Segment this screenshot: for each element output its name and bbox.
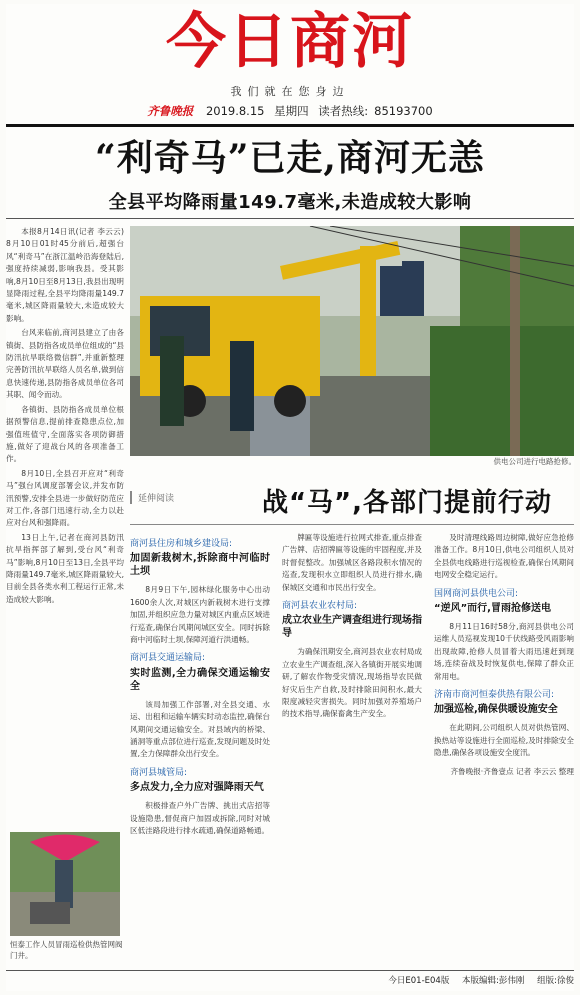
hotline-label: 读者热线: [318,104,369,118]
inspection-photo [10,832,120,936]
department-name: 商河县交通运输局: [130,653,206,664]
department-headline: “逆风”而行,冒雨抢修送电 [434,603,551,615]
masthead-brand: 齐鲁晚报 [147,104,194,118]
issue-weekday: 星期四 [274,104,309,118]
lead-paragraph: 各镇街、县防指各成员单位根据预警信息,提前排查隐患点位,加强值班值守,全面落实各项防御措施,做好了迎战台风的各项准备工作。 [6,404,124,464]
department-headline: 加固新栽树木,拆除商中河临时土坝 [130,553,270,578]
footer-editor: 本版编辑:彭伟刚 [462,976,525,986]
department-headline: 加强巡检,确保供暖设施安全 [434,704,558,716]
department-text: 牌匾等设施进行拉网式排查,重点排查广告牌、店招牌匾等设施的牢固程度,并及时督促整改。加强城区各路段积水情况的巡查,发现积水立即组织人员进行排水,确保城区交通和市民出行安全。 [282,533,422,592]
department-text: 8月11日16时58分,商河县供电公司运维人员巡视发现10千伏线路受风雨影响出现故障,抢修人员冒着大雨迅速赶到现场,连续奋战及时恢复供电,保障了群众正常用电。 [434,622,574,681]
reporter-signature: 齐鲁晚报·齐鲁壹点 记者 李云云 整理 [450,766,574,776]
lead-article [6,226,124,826]
subheadline: 全县平均降雨量149.7毫米,未造成较大影响 [108,192,472,213]
masthead-info [6,103,574,119]
department-text: 8月9日下午,园林绿化服务中心出动1600余人次,对城区内新栽树木进行支撑加固,并组织应急力量对城区内重点区域进行巡查,确保台风期间城区安全。同时拆除商中河临时土坝,保障河道行洪通畅。 [130,585,270,645]
section-kicker: 延伸阅读 [130,491,174,504]
lead-paragraph: 8月10日,全县召开应对“利奇马”强台风调度部署会议,并发布防汛预警,安排全县进一步做好防范应对工作,各部门迅速行动,全力以赴应对台风和强降雨。 [6,468,124,528]
department-text: 及时清理线路周边树障,做好应急抢修准备工作。8月10日,供电公司组织人员对全县供电线路进行巡视检查,确保台风期间电网安全稳定运行。 [434,533,574,580]
footer-divider [6,970,574,971]
department-name: 商河县农业农村局: [282,601,358,612]
section-title: 战“马”,各部门提前行动 [261,488,553,518]
lead-paragraph: 台风来临前,商河县建立了由各镇街、县防指各成员单位组成的“县防汛抗旱联络微信群”,并重新整理完善防汛抗旱联络人员名单,做到信息快速传递,县防指各成员单位各司其职、闻令而动。 [6,328,124,400]
footer-designer: 组版:徐俊 [537,976,574,986]
department-headline: 实时监测,全力确保交通运输安全 [130,667,270,692]
department-name: 商河县城管局: [130,767,188,778]
department-text: 积极排查户外广告牌、挑出式店招等设施隐患,督促商户加固或拆除,同时对城区低洼路段进行排水疏通,确保道路畅通。 [130,801,270,836]
page-footer [6,974,574,986]
lead-paragraph: 本报8月14日讯(记者 李云云) 8月10日01时45分前后,超强台风“利奇马”在浙江温岭沿海登陆后,强度持续减弱,影响我县。受其影响,8月10日至8月13日,我县出现明显降雨过程,全县平均降雨量149.7毫米,城区降雨量较大,未造成较大影响。 [6,227,124,323]
article-column-1 [130,532,270,952]
department-text: 为确保汛期安全,商河县农业农村局成立农业生产调查组,深入各镇街开展实地调研,了解农作物受灾情况,现场指导农民做好灾后生产自救,及时排除田间积水,最大限度减轻灾害损失。同时加强对养殖场户的技术指导,确保畜禽生产安全。 [282,647,422,719]
headline: “利奇马”已走,商河无恙 [95,137,485,179]
main-photo [130,226,574,456]
lead-paragraph: 13日上午,记者在商河县防汛抗旱指挥部了解到,受台风“利奇马”影响,8月10日至13日,全县平均降雨量149.7毫米,城区降雨量较大,目前全县各类水利工程运行正常,未造成较大影响。 [6,532,124,604]
masthead [6,4,574,126]
issue-date: 2019.8.15 [205,104,265,118]
masthead-divider [6,124,574,127]
footer-pages: 今日E01-E04版 [388,976,450,986]
repair-crew-photo [130,226,574,456]
small-photo [10,832,120,936]
masthead-title: 今日商河 [166,7,414,77]
department-text: 该局加强工作部署,对全县交通、水运、出租和运输车辆实时动态监控,确保台风期间交通运输安全。对县域内的桥梁、涵洞等重点部位进行巡查,发现问题及时处置,全力保障群众出行安全。 [130,699,270,759]
section-divider [130,524,574,525]
newspaper-page [6,4,574,991]
department-name: 国网商河县供电公司: [434,588,519,599]
department-headline: 多点发力,全力应对强降雨天气 [130,782,264,794]
small-photo-caption: 恒泰工作人员冒雨巡检供热管网阀门井。 [10,940,123,960]
article-column-2 [282,532,422,952]
department-name: 商河县住房和城乡建设局: [130,539,233,549]
hotline-number: 85193700 [374,104,433,118]
department-name: 济南市商河恒泰供热有限公司: [434,690,555,701]
department-text: 在此期间,公司组织人员对供热管网、换热站等设施进行全面巡检,及时排除安全隐患,确保各项设施安全度汛。 [434,723,574,758]
main-photo-caption: 供电公司进行电路抢修。 [493,457,576,466]
headline-divider [6,218,574,219]
masthead-slogan: 我们就在您身边 [230,85,350,98]
department-headline: 成立农业生产调查组进行现场指导 [282,615,422,640]
article-column-3 [434,532,574,952]
